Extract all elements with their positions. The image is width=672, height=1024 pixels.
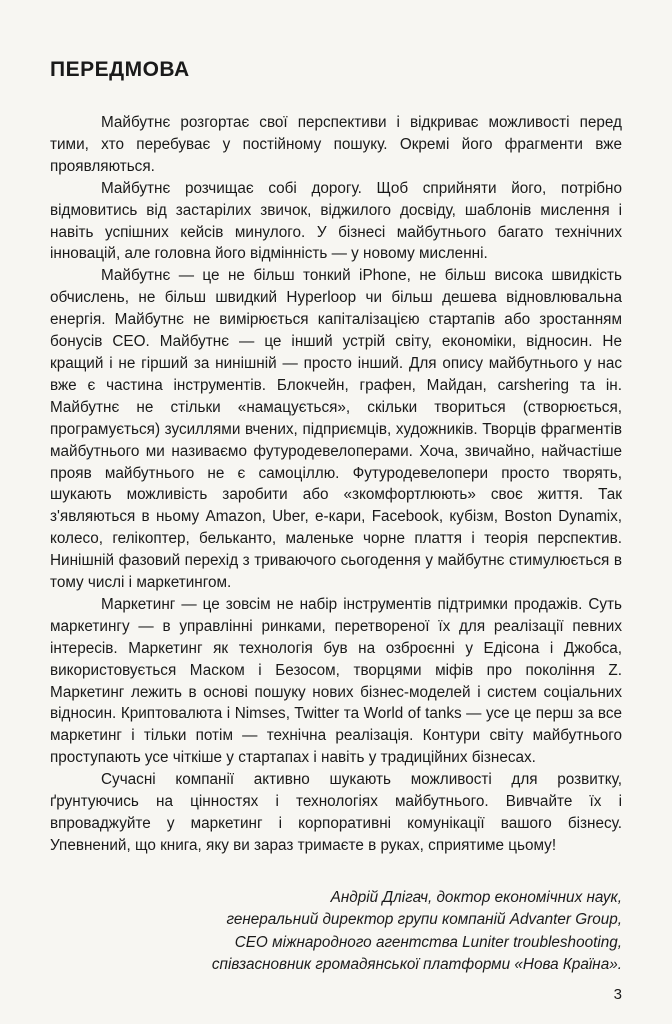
page-number: 3 xyxy=(613,986,622,1003)
paragraph-3: Майбутнє — це не більш тонкий iPhone, не більш висока швидкість обчислень, не більш швидкий Hyperloop чи більш дешева відновлювальна енергія. Майбутнє не вимірюється капіталізацією стартапів або зростанням бонусів CEO. Майбутнє — це інший устрій світу, економіки, відносин. Не кращий і не гірший за нинішній — просто інший. Для опису майбутнього у нас вже є частина інструментів. Блокчейн, графен, Майдан, carshering та ін. Майбутнє не стільки «намацується», скільки твориться (створюється, програмується) зусиллями вчених, підприємців, художників. Творців фрагментів майбутнього ми називаємо футуродевелоперами. Хоча, звичайно, найчастіше прояв майбутнього не є самоціллю. Футуродевелопери просто творять, шукають можливість заробити або «зкомфортлюють» своє життя. Так з'являються в ньому Amazon, Uber, е-кари, Facebook, кубізм, Boston Dynamix, колесо, гелікоптер, бельканто, маленьке чорне плаття і теорія перспектив. Нинішній фазовий перехід з триваючого сьогодення у майбутнє стимулюється в тому числі і маркетингом. xyxy=(50,267,622,592)
signature-line-position: генеральний директор групи компаній Advanter Group, xyxy=(226,911,622,929)
preface-page xyxy=(50,58,622,977)
paragraph-1: Майбутнє розгортає свої перспективи і відкриває можливості перед тими, хто перебуває у постійному пошуку. Окремі його фрагменти вже проявляються. xyxy=(50,114,622,175)
signature-line-ceo: CEO міжнародного агентства Luniter troubleshooting, xyxy=(234,933,622,951)
signature-line-cofounder: співзасновник громадянської платформи «Нова Країна». xyxy=(211,956,622,974)
page-title: ПЕРЕДМОВА xyxy=(50,58,190,81)
paragraph-5: Сучасні компанії активно шукають можливості для розвитку, ґрунтуючись на цінностях і технологіях майбутнього. Вивчайте їх і впроваджуйте у маркетинг і корпоративні комунікації вашого бізнесу. Упевнений, що книга, яку ви зараз тримаєте в руках, сприятиме цьому! xyxy=(50,771,622,854)
paragraph-4: Маркетинг — це зовсім не набір інструментів підтримки продажів. Суть маркетингу — в управлінні ринками, перетвореної їх для реалізації певних інтересів. Маркетинг як технологія був на озброєнні у Едісона і Джобса, використовується Маском і Безосом, творцями міфів про покоління Z. Маркетинг лежить в основі пошуку нових бізнес-моделей і систем соціальних відносин. Криптовалюта і Nimses, Twitter та World of tanks — усе це перш за все маркетинг і тільки потім — технічна реалізація. Контури світу майбутнього проступають усе чіткіше у стартапах і навіть у традиційних бізнесах. xyxy=(50,595,622,767)
signature-line-name: Андрій Длігач, доктор економічних наук, xyxy=(330,888,622,906)
author-signature xyxy=(50,887,622,977)
paragraph-2: Майбутнє розчищає собі дорогу. Щоб сприйняти його, потрібно відмовитись від застарілих звичок, віджилого досвіду, шаблонів мислення і навіть успішних кейсів минулого. У бізнесі майбутнього багато технічних інновацій, але головна його відмінність — у новому мисленні. xyxy=(50,179,622,263)
